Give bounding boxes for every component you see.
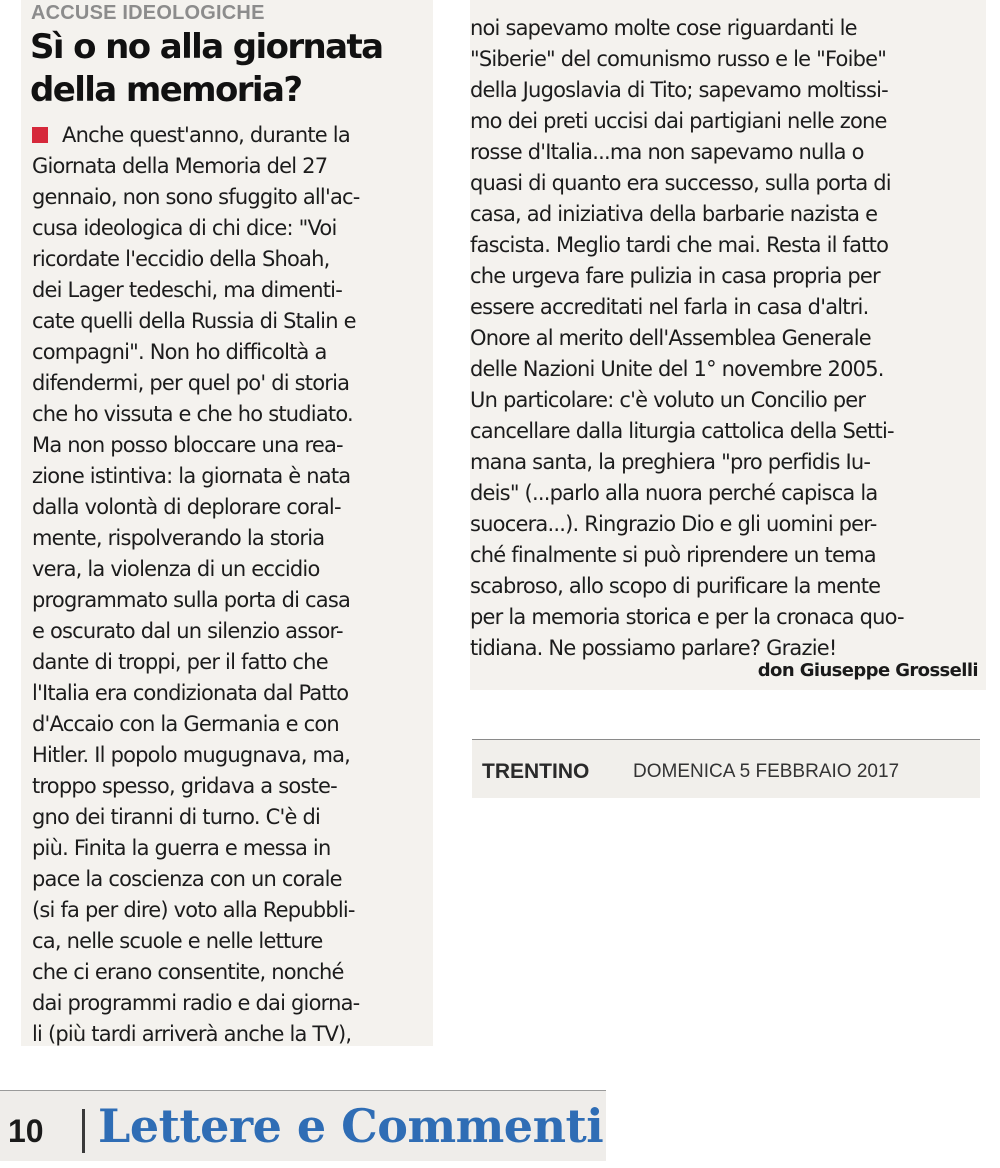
text-line-content: Hitler. Il popolo mugugnava, ma, xyxy=(32,743,351,767)
text-line xyxy=(32,771,432,802)
text-line xyxy=(470,230,985,261)
text-line xyxy=(470,261,985,292)
text-line xyxy=(32,895,432,926)
text-line xyxy=(32,306,432,337)
text-line xyxy=(32,988,432,1019)
text-line xyxy=(32,368,432,399)
text-line xyxy=(470,571,985,602)
headline-line: Sì o no alla giornata xyxy=(30,27,383,67)
text-line xyxy=(32,151,432,182)
text-line xyxy=(32,337,432,368)
text-line xyxy=(470,509,985,540)
article-kicker: ACCUSE IDEOLOGICHE xyxy=(31,2,265,24)
text-line xyxy=(32,275,432,306)
text-line xyxy=(32,430,432,461)
text-line xyxy=(32,616,432,647)
text-line xyxy=(470,44,985,75)
dateline-strip xyxy=(472,739,980,798)
text-line-content: tidiana. Ne possiamo parlare? Grazie! xyxy=(470,636,837,660)
text-line xyxy=(32,678,432,709)
text-line-content: rosse d'Italia...ma non sapevamo nulla o xyxy=(470,140,864,164)
text-line xyxy=(470,540,985,571)
text-line xyxy=(470,199,985,230)
text-line-content: casa, ad iniziativa della barbarie nazista e xyxy=(470,202,878,226)
text-line-content: "Siberie" del comunismo russo e le "Foibe" xyxy=(470,47,887,71)
text-line-content: mo dei preti uccisi dai partigiani nelle zone xyxy=(470,109,887,133)
headline-line: della memoria? xyxy=(30,70,302,110)
text-line xyxy=(470,292,985,323)
text-line xyxy=(470,106,985,137)
text-line xyxy=(470,75,985,106)
text-line xyxy=(470,602,985,633)
newspaper-name: TRENTINO xyxy=(482,760,590,783)
text-line-content: che ho vissuta e che ho studiato. xyxy=(32,402,353,426)
text-line xyxy=(32,1019,432,1050)
text-line-content: cusa ideologica di chi dice: "Voi xyxy=(32,216,337,240)
text-line-content: zione istintiva: la giornata è nata xyxy=(32,464,351,488)
section-title: Lettere e Commenti xyxy=(98,1099,604,1153)
text-line-content: Un particolare: c'è voluto un Concilio per xyxy=(470,388,866,412)
text-line-content: quasi di quanto era successo, sulla porta di xyxy=(470,171,891,195)
text-line-content: l'Italia era condizionata dal Patto xyxy=(32,681,349,705)
text-line xyxy=(32,492,432,523)
text-line-content: e oscurato dal un silenzio assor- xyxy=(32,619,343,643)
text-line-content: suocera...). Ringrazio Dio e gli uomini per- xyxy=(470,512,877,536)
text-line xyxy=(32,802,432,833)
right-column-text xyxy=(470,13,985,664)
page-footer xyxy=(0,1090,606,1161)
text-line-content: mente, rispolverando la storia xyxy=(32,526,325,550)
text-line-content: Giornata della Memoria del 27 xyxy=(32,154,328,178)
publication-date: DOMENICA 5 FEBBRAIO 2017 xyxy=(633,761,900,782)
text-line xyxy=(32,182,432,213)
letter-right-column xyxy=(470,0,986,690)
text-line-content: li (più tardi arriverà anche la TV), xyxy=(32,1022,352,1046)
text-line-content: d'Accaio con la Germania e con xyxy=(32,712,339,736)
text-line-content: Onore al merito dell'Assemblea Generale xyxy=(470,326,871,350)
text-line-content: fascista. Meglio tardi che mai. Resta il fatto xyxy=(470,233,889,257)
text-line-content: più. Finita la guerra e messa in xyxy=(32,836,331,860)
text-line-content: cate quelli della Russia di Stalin e xyxy=(32,309,356,333)
text-line xyxy=(470,168,985,199)
text-line xyxy=(32,864,432,895)
text-line-content: vera, la violenza di un eccidio xyxy=(32,557,320,581)
text-line xyxy=(32,554,432,585)
text-line xyxy=(470,385,985,416)
text-line-content: scabroso, allo scopo di purificare la mente xyxy=(470,574,881,598)
text-line-content: noi sapevamo molte cose riguardanti le xyxy=(470,16,857,40)
text-line xyxy=(32,709,432,740)
text-line-content: mana santa, la preghiera "pro perfidis Iu- xyxy=(470,450,871,474)
red-square-icon xyxy=(32,127,48,143)
text-line xyxy=(32,647,432,678)
text-line-content: delle Nazioni Unite del 1° novembre 2005. xyxy=(470,357,884,381)
text-line-content: essere accreditati nel farla in casa d'altri. xyxy=(470,295,869,319)
left-column-text xyxy=(32,120,432,1050)
text-line-content: troppo spesso, gridava a soste- xyxy=(32,774,337,798)
text-line xyxy=(32,399,432,430)
text-line xyxy=(470,323,985,354)
text-line-content: pace la coscienza con un corale xyxy=(32,867,342,891)
letter-left-column xyxy=(21,0,433,1046)
text-line-content: ca, nelle scuole e nelle letture xyxy=(32,929,323,953)
text-line-content: dalla volontà di deplorare coral- xyxy=(32,495,341,519)
text-line-content: ché finalmente si può riprendere un tema xyxy=(470,543,876,567)
text-line xyxy=(32,957,432,988)
text-line-content: della Jugoslavia di Tito; sapevamo moltissi- xyxy=(470,78,888,102)
text-line-content: dai programmi radio e dai giorna- xyxy=(32,991,360,1015)
text-line xyxy=(32,120,432,151)
text-line-content: gennaio, non sono sfuggito all'ac- xyxy=(32,185,360,209)
text-line xyxy=(32,833,432,864)
text-line-content: cancellare dalla liturgia cattolica della Setti- xyxy=(470,419,894,443)
text-line-content: che ci erano consentite, nonché xyxy=(32,960,344,984)
text-line-content: compagni". Non ho difficoltà a xyxy=(32,340,327,364)
text-line-content: difendermi, per quel po' di storia xyxy=(32,371,350,395)
text-line xyxy=(32,585,432,616)
text-line-content: dante di troppi, per il fatto che xyxy=(32,650,328,674)
text-line xyxy=(470,354,985,385)
text-line-content: ricordate l'eccidio della Shoah, xyxy=(32,247,330,271)
text-line-content: che urgeva fare pulizia in casa propria per xyxy=(470,264,880,288)
text-line-content: dei Lager tedeschi, ma dimenti- xyxy=(32,278,342,302)
text-line xyxy=(470,137,985,168)
text-line-content: programmato sulla porta di casa xyxy=(32,588,351,612)
text-line xyxy=(32,461,432,492)
text-line xyxy=(32,523,432,554)
text-line xyxy=(32,926,432,957)
text-line xyxy=(32,244,432,275)
text-line xyxy=(470,478,985,509)
text-line-content: Ma non posso bloccare una rea- xyxy=(32,433,343,457)
article-headline xyxy=(30,26,430,112)
text-line xyxy=(470,416,985,447)
footer-divider xyxy=(82,1109,85,1153)
text-line-content: gno dei tiranni di turno. C'è di xyxy=(32,805,321,829)
text-line xyxy=(32,213,432,244)
text-line xyxy=(32,740,432,771)
text-line-content: per la memoria storica e per la cronaca quo- xyxy=(470,605,904,629)
text-line-content: deis" (...parlo alla nuora perché capisca la xyxy=(470,481,878,505)
page-number: 10 xyxy=(8,1113,44,1149)
text-line xyxy=(470,447,985,478)
text-line xyxy=(470,13,985,44)
author-signature: don Giuseppe Grosselli xyxy=(757,660,978,681)
text-line-content: Anche quest'anno, durante la xyxy=(62,123,350,147)
text-line-content: (si fa per dire) voto alla Repubbli- xyxy=(32,898,355,922)
